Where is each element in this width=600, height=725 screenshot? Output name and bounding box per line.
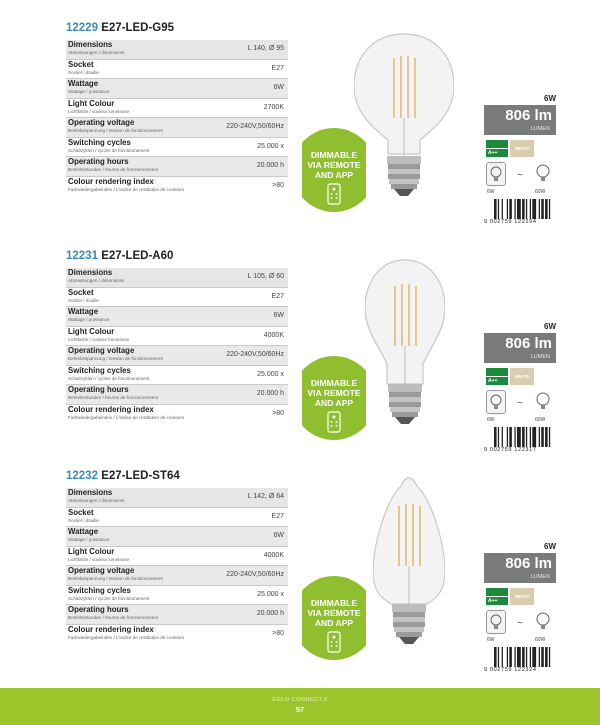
equivalence-sign: ~ [517,618,523,629]
spec-label: Operating voltage [68,346,135,355]
spec-sublabel: Betriebsstunden / heures de fonctionnement [68,615,159,620]
spec-value: L 105, Ø 60 [247,273,284,280]
incandescent-bulb-icon [534,610,552,632]
spec-label: Switching cycles [68,585,131,595]
product-name: E27-LED-ST64 [101,470,180,482]
spec-sublabel: Sockel / douille [68,69,99,75]
spec-row [66,526,288,546]
product-code: 12232 [66,470,98,482]
spec-row [66,488,288,507]
spec-label: Wattage [68,307,99,316]
spec-value: 6W [273,532,284,539]
spec-label: Light Colour [68,98,115,108]
lumen-label: LUMEN [530,354,550,360]
spec-row [66,40,288,59]
lumen-box [484,105,556,135]
badge-line-2: VIA REMOTE [307,608,361,618]
spec-row [66,78,288,98]
spec-value: 20.000 h [256,162,284,169]
spec-sublabel: Wattage / puissance [68,537,110,542]
spec-value: >80 [272,629,284,637]
spec-value: 2700K [263,103,284,111]
barcode-number: 9 002759 122294 [484,219,537,225]
spec-row [66,604,288,624]
spec-label: Socket [68,287,94,297]
spec-sublabel: Farbwiedergabeindex / L'indice de restitution de couleurs [68,186,185,192]
spec-sublabel: Betriebsstunden / heures de fonctionnement [68,395,159,400]
spec-sublabel: Lichtfarbe / couleur lumineuse [68,108,130,114]
badge-line-1: DIMMABLE [310,598,358,608]
led-wattage: 6W [487,189,495,195]
spec-sublabel: Farbwiedergabeindex / L'indice de restitution de couleurs [68,634,185,640]
spec-row [66,137,288,157]
lumen-box [484,333,556,363]
barcode-number: 9 002759 122317 [484,447,537,453]
spec-row [66,365,288,385]
incandescent-bulb-icon [534,162,552,184]
page-footer [0,688,600,725]
spec-table [66,488,288,643]
light-colour-label: WHITE [510,368,534,385]
spec-sublabel: Wattage / puissance [68,89,110,94]
spec-sublabel: Sockel / douille [68,517,99,523]
spec-row [66,176,288,196]
spec-value: >80 [272,181,284,189]
product-title [66,470,180,482]
spec-label: Switching cycles [68,137,131,147]
spec-value: E27 [271,292,284,300]
wattage-label: 6W [544,322,556,331]
spec-row [66,585,288,605]
spec-row [66,507,288,527]
spec-label: Wattage [68,527,99,536]
wattage-comparison [484,390,556,424]
equivalence-sign: ~ [517,170,523,181]
badge-line-2: VIA REMOTE [307,388,361,398]
spec-value: 25.000 x [257,590,284,598]
product-code: 12229 [66,22,98,34]
wattage-comparison [484,162,556,196]
spec-row [66,326,288,346]
energy-bar [486,368,508,376]
spec-row [66,156,288,176]
badge-line-1: DIMMABLE [310,378,358,388]
led-bulb-icon [486,162,506,186]
spec-label: Operating voltage [68,566,135,575]
spec-label: Light Colour [68,326,115,336]
spec-value: 25.000 x [257,370,284,378]
spec-row [66,98,288,118]
spec-label: Colour rendering index [68,404,154,414]
dimmable-badge [302,126,366,190]
led-bulb-icon [486,390,506,414]
equivalence-sign: ~ [517,398,523,409]
incandescent-bulb-icon [534,390,552,412]
spec-label: Dimensions [68,268,113,277]
spec-value: 4000K [263,331,284,339]
spec-sublabel: Abmessungen / dimensions [68,50,125,55]
spec-sublabel: Abmessungen / dimensions [68,278,125,283]
spec-label: Dimensions [68,488,113,497]
badge-line-3: AND APP [314,618,354,628]
spec-sublabel: Betriebsspannung / tension de fonctionnement [68,356,163,361]
spec-sublabel: Abmessungen / dimensions [68,498,125,503]
product-code: 12231 [66,250,98,262]
spec-row [66,565,288,585]
bulb-image [365,256,445,441]
spec-label: Operating hours [68,605,129,614]
lumen-box [484,553,556,583]
lumen-value: 806 lm [505,555,552,572]
product-title [66,22,174,34]
spec-value: L 142, Ø 64 [247,493,284,500]
dimmable-badge [302,574,366,638]
spec-label: Wattage [68,79,99,88]
spec-sublabel: Wattage / puissance [68,317,110,322]
equivalent-wattage: 60W [535,189,546,195]
equivalent-wattage: 60W [535,637,546,643]
spec-value: 6W [273,84,284,91]
spec-sublabel: Sockel / douille [68,297,99,303]
barcode [494,199,554,219]
led-bulb-icon [486,610,506,634]
spec-label: Colour rendering index [68,624,154,634]
lumen-value: 806 lm [505,335,552,352]
barcode [494,647,554,667]
spec-sublabel: Betriebsstunden / heures de fonctionnement [68,167,159,172]
energy-class: A++ [486,597,508,605]
lumen-value: 806 lm [505,107,552,124]
spec-value: 220-240V,50/60Hz [226,123,284,130]
led-wattage: 6W [487,417,495,423]
product-title [66,250,173,262]
wattage-label: 6W [544,542,556,551]
spec-row [66,384,288,404]
spec-table [66,40,288,195]
spec-table [66,268,288,423]
badge-line-2: VIA REMOTE [307,160,361,170]
product-name: E27-LED-G95 [101,22,175,34]
equivalent-wattage: 60W [535,417,546,423]
spec-sublabel: Betriebsspannung / tension de fonctionnement [68,128,163,133]
bulb-image [354,28,454,213]
spec-row [66,624,288,644]
spec-sublabel: Betriebsspannung / tension de fonctionnement [68,576,163,581]
energy-bar [486,140,508,148]
spec-value: 6W [273,312,284,319]
spec-value: >80 [272,409,284,417]
energy-bar [486,588,508,596]
bulb-image [373,476,445,661]
spec-value: L 140, Ø 95 [247,45,284,52]
spec-row [66,345,288,365]
light-colour-label: WHITE [510,140,534,157]
spec-value: 20.000 h [256,610,284,617]
energy-class: A++ [486,377,508,385]
spec-value: E27 [271,512,284,520]
product-name: E27-LED-A60 [101,250,174,262]
spec-row [66,306,288,326]
spec-value: E27 [271,64,284,72]
spec-row [66,117,288,137]
energy-class: A++ [486,149,508,157]
page-number: 57 [295,705,305,714]
spec-row [66,59,288,79]
badge-line-3: AND APP [314,398,354,408]
spec-value: 220-240V,50/60Hz [226,351,284,358]
spec-value: 25.000 x [257,142,284,150]
spec-value: 20.000 h [256,390,284,397]
footer-brand: EGLO CONNECT.Z [272,697,328,703]
spec-label: Socket [68,59,94,69]
dimmable-badge [302,354,366,418]
spec-label: Socket [68,507,94,517]
spec-sublabel: Farbwiedergabeindex / L'indice de restitution de couleurs [68,414,185,420]
spec-row [66,287,288,307]
spec-value: 220-240V,50/60Hz [226,571,284,578]
lumen-label: LUMEN [530,126,550,132]
spec-value: 4000K [263,551,284,559]
badge-line-3: AND APP [314,170,354,180]
spec-label: Operating voltage [68,118,135,127]
spec-sublabel: Schaltzyklen / cycles de fonctionnement [68,147,150,153]
spec-sublabel: Lichtfarbe / couleur lumineuse [68,336,130,342]
spec-row [66,546,288,566]
spec-label: Dimensions [68,40,113,49]
spec-row [66,268,288,287]
wattage-label: 6W [544,94,556,103]
wattage-comparison [484,610,556,644]
spec-sublabel: Lichtfarbe / couleur lumineuse [68,556,130,562]
lumen-label: LUMEN [530,574,550,580]
light-colour-label: WHITE [510,588,534,605]
spec-label: Operating hours [68,157,129,166]
spec-label: Operating hours [68,385,129,394]
spec-row [66,404,288,424]
badge-line-1: DIMMABLE [310,150,358,160]
barcode [494,427,554,447]
spec-label: Switching cycles [68,365,131,375]
spec-label: Light Colour [68,546,115,556]
spec-sublabel: Schaltzyklen / cycles de fonctionnement [68,595,150,601]
led-wattage: 6W [487,637,495,643]
spec-sublabel: Schaltzyklen / cycles de fonctionnement [68,375,150,381]
spec-label: Colour rendering index [68,176,154,186]
barcode-number: 9 002759 122324 [484,667,537,673]
